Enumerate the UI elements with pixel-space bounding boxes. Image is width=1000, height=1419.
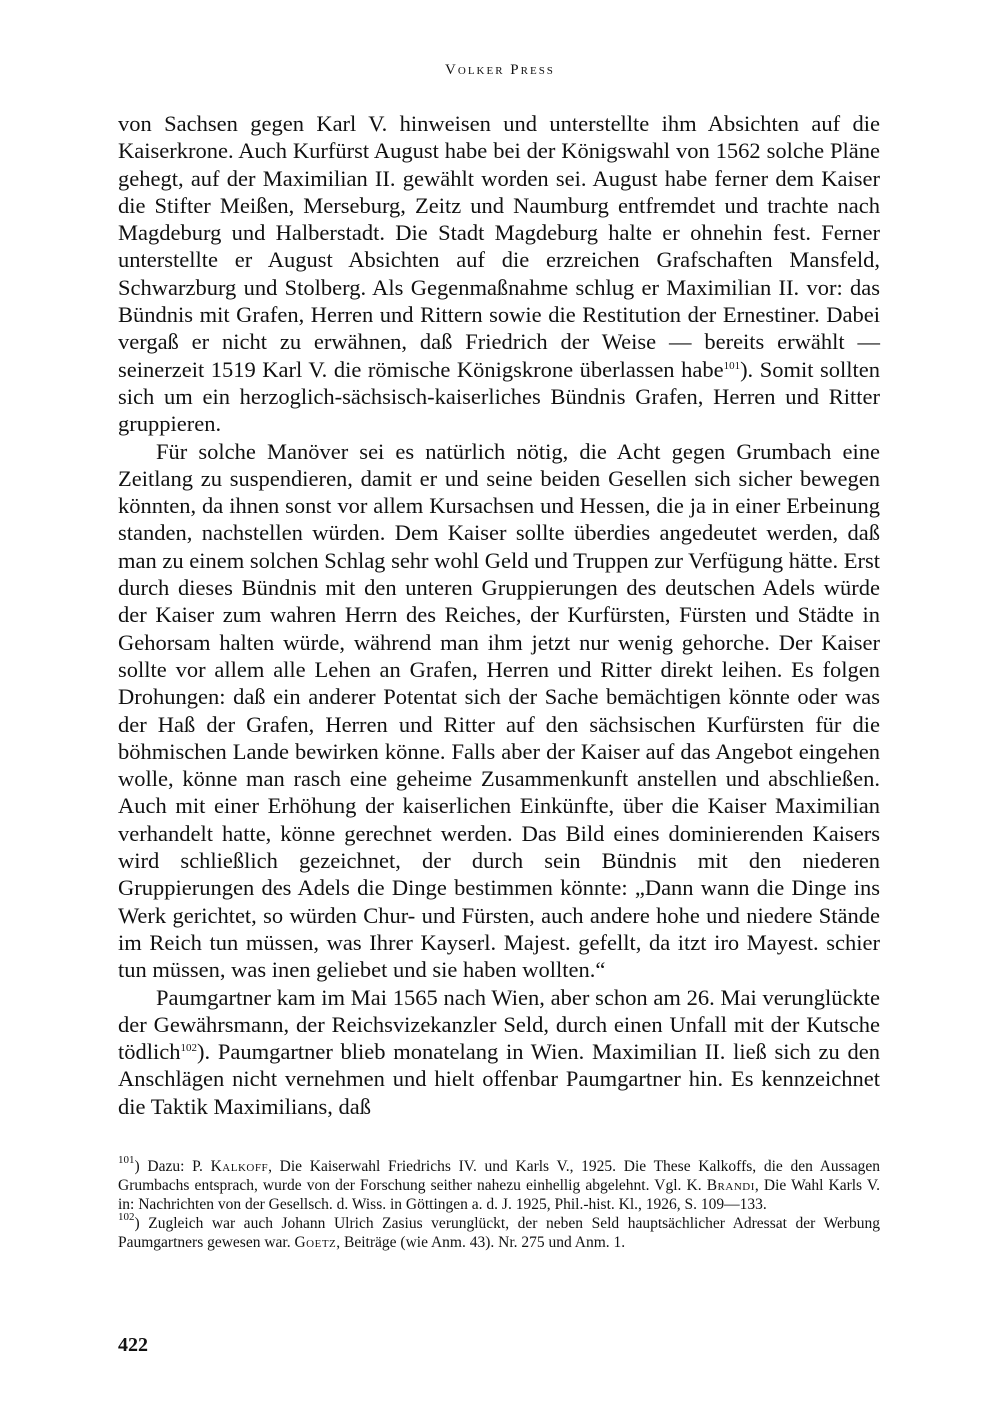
footnote-101 (118, 1154, 880, 1214)
paragraph-3 (118, 984, 880, 1120)
page-number: 422 (118, 1334, 148, 1356)
footnote-text: ) Dazu: P. (134, 1158, 211, 1175)
footnote-102 (118, 1211, 880, 1252)
footnote-ref-102: 102 (180, 1042, 197, 1055)
paragraph-text: Paumgartner kam im Mai 1565 nach Wien, aber schon am 26. Mai verunglückte der Gewährsmann, der Reichsvizekanzler Seld, durch einen Unfall mit der Kutsche tödlich (118, 984, 880, 1065)
paragraph-text: ). Paumgartner blieb monatelang in Wien. Maximilian II. ließ sich zu den Anschlägen nicht vernehmen und hielt offenbar Paumgartner hin. Es kennzeichnet die Taktik Maximilians, daß (118, 1039, 880, 1119)
author-name: Goetz (294, 1234, 337, 1251)
footnote-ref-101: 101 (723, 359, 741, 372)
paragraph-2: Für solche Manöver sei es natürlich nötig, die Acht gegen Grumbach eine Zeitlang zu suspendieren, damit er und seine beiden Gesellen sich sicher bewegen könnten, da ihnen sonst vor allem Kursachsen und Hessen, die ja in einer Erbeinung standen, nachstellen würden. Dem Kaiser sollte überdies angedeutet werden, daß man zu einem solchen Schlag sehr wohl Geld und Truppen zur Verfügung hätte. Erst durch dieses Bündnis mit den unteren Gruppierungen des deutschen Adels würde der Kaiser zum wahren Herrn des Reiches, der Kurfürsten, Fürsten und Städte in Gehorsam halten würde, während man ihm jetzt nur wenig gehorche. Der Kaiser sollte vor allem alle Lehen an Grafen, Herren und Ritter direkt leihen. Es folgen Drohungen: daß ein anderer Potentat sich der Sache bemächtigen könnte oder was der Haß der Grafen, Herren und Ritter auf den sächsischen Kurfürsten für die böhmischen Lande bewirken könne. Falls aber der Kaiser auf das Angebot eingehen wolle, könne man rasch eine geheime Zusammenkunft anstellen und abschließen. Auch mit einer Erhöhung der kaiserlichen Einkünfte, über die Kaiser Maximilian verhandelt hatte, könne gerechnet werden. Das Bild eines dominierenden Kaisers wird schließlich gezeichnet, der durch sein Bündnis mit den niederen Gruppierungen des Adels die Dinge bestimmen könnte: „Dann wann die Dinge ins Werk gerichtet, so würden Chur- und Fürsten, auch andere hohe und niedere Stände im Reich tun müssen, was Ihrer Kayserl. Majest. gefellt, da itzt iro Mayest. schier tun müssen, was inen geliebet und sie haben wollten.“ (118, 438, 880, 983)
paragraph-text: ). Somit sollten sich um ein herzoglich-sächsisch-kaiserliches Bündnis Grafen, Herren und Ritter gruppieren. (118, 356, 880, 437)
footnote-number: 101 (118, 1154, 135, 1166)
paragraph-1 (118, 110, 880, 438)
body-text (118, 110, 880, 1120)
footnote-text: , Die Kaiserwahl Friedrichs IV. und Karls V., 1925. Die These Kalkoffs, die den Aussagen Grumbachs entsprach, wurde von der Forschung seither nahezu einhellig abgelehnt. Vgl. K. (118, 1158, 880, 1194)
footnotes (118, 1154, 880, 1252)
footnote-text: , Beiträge (wie Anm. 43). Nr. 275 und Anm. 1. (336, 1234, 626, 1251)
paragraph-text: von Sachsen gegen Karl V. hinweisen und unterstellte ihm Absichten auf die Kaiserkrone. Auch Kurfürst August habe bei der Königswahl von 1562 solche Pläne gehegt, auf der Maximilian II. gewählt worden sei. August habe ferner dem Kaiser die Stifter Meißen, Merseburg, Zeitz und Naumburg entfremdet und trachte nach Magdeburg und Halberstadt. Die Stadt Magdeburg halte er ohnehin fest. Ferner unterstellte er August Absichten auf die erzreichen Grafschaften Mansfeld, Schwarzburg und Stolberg. Als Gegenmaßnahme schlug er Maximilian II. vor: das Bündnis mit Grafen, Herren und Rittern sowie die Restitution der Ernestiner. Dabei vergaß er nicht zu erwähnen, daß Friedrich der Weise — bereits erwählt — seinerzeit 1519 Karl V. die römische Königskrone überlassen habe (118, 111, 880, 382)
author-name: Brandi (706, 1177, 755, 1194)
footnote-number: 102 (118, 1211, 135, 1223)
footnote-text: ) Zugleich war auch Johann Ulrich Zasius verunglückt, der neben Seld hauptsächlicher Adressat der Werbung Paumgartners gewesen war. (118, 1215, 880, 1251)
running-header: Volker Press (445, 62, 555, 78)
author-name: Kalkoff (210, 1158, 269, 1175)
footnote-text: , Die Wahl Karls V. in: Nachrichten von der Gesellsch. d. Wiss. in Göttingen a. d. J. 1925, Phil.-hist. Kl., 1926, S. 109—133. (118, 1177, 880, 1213)
